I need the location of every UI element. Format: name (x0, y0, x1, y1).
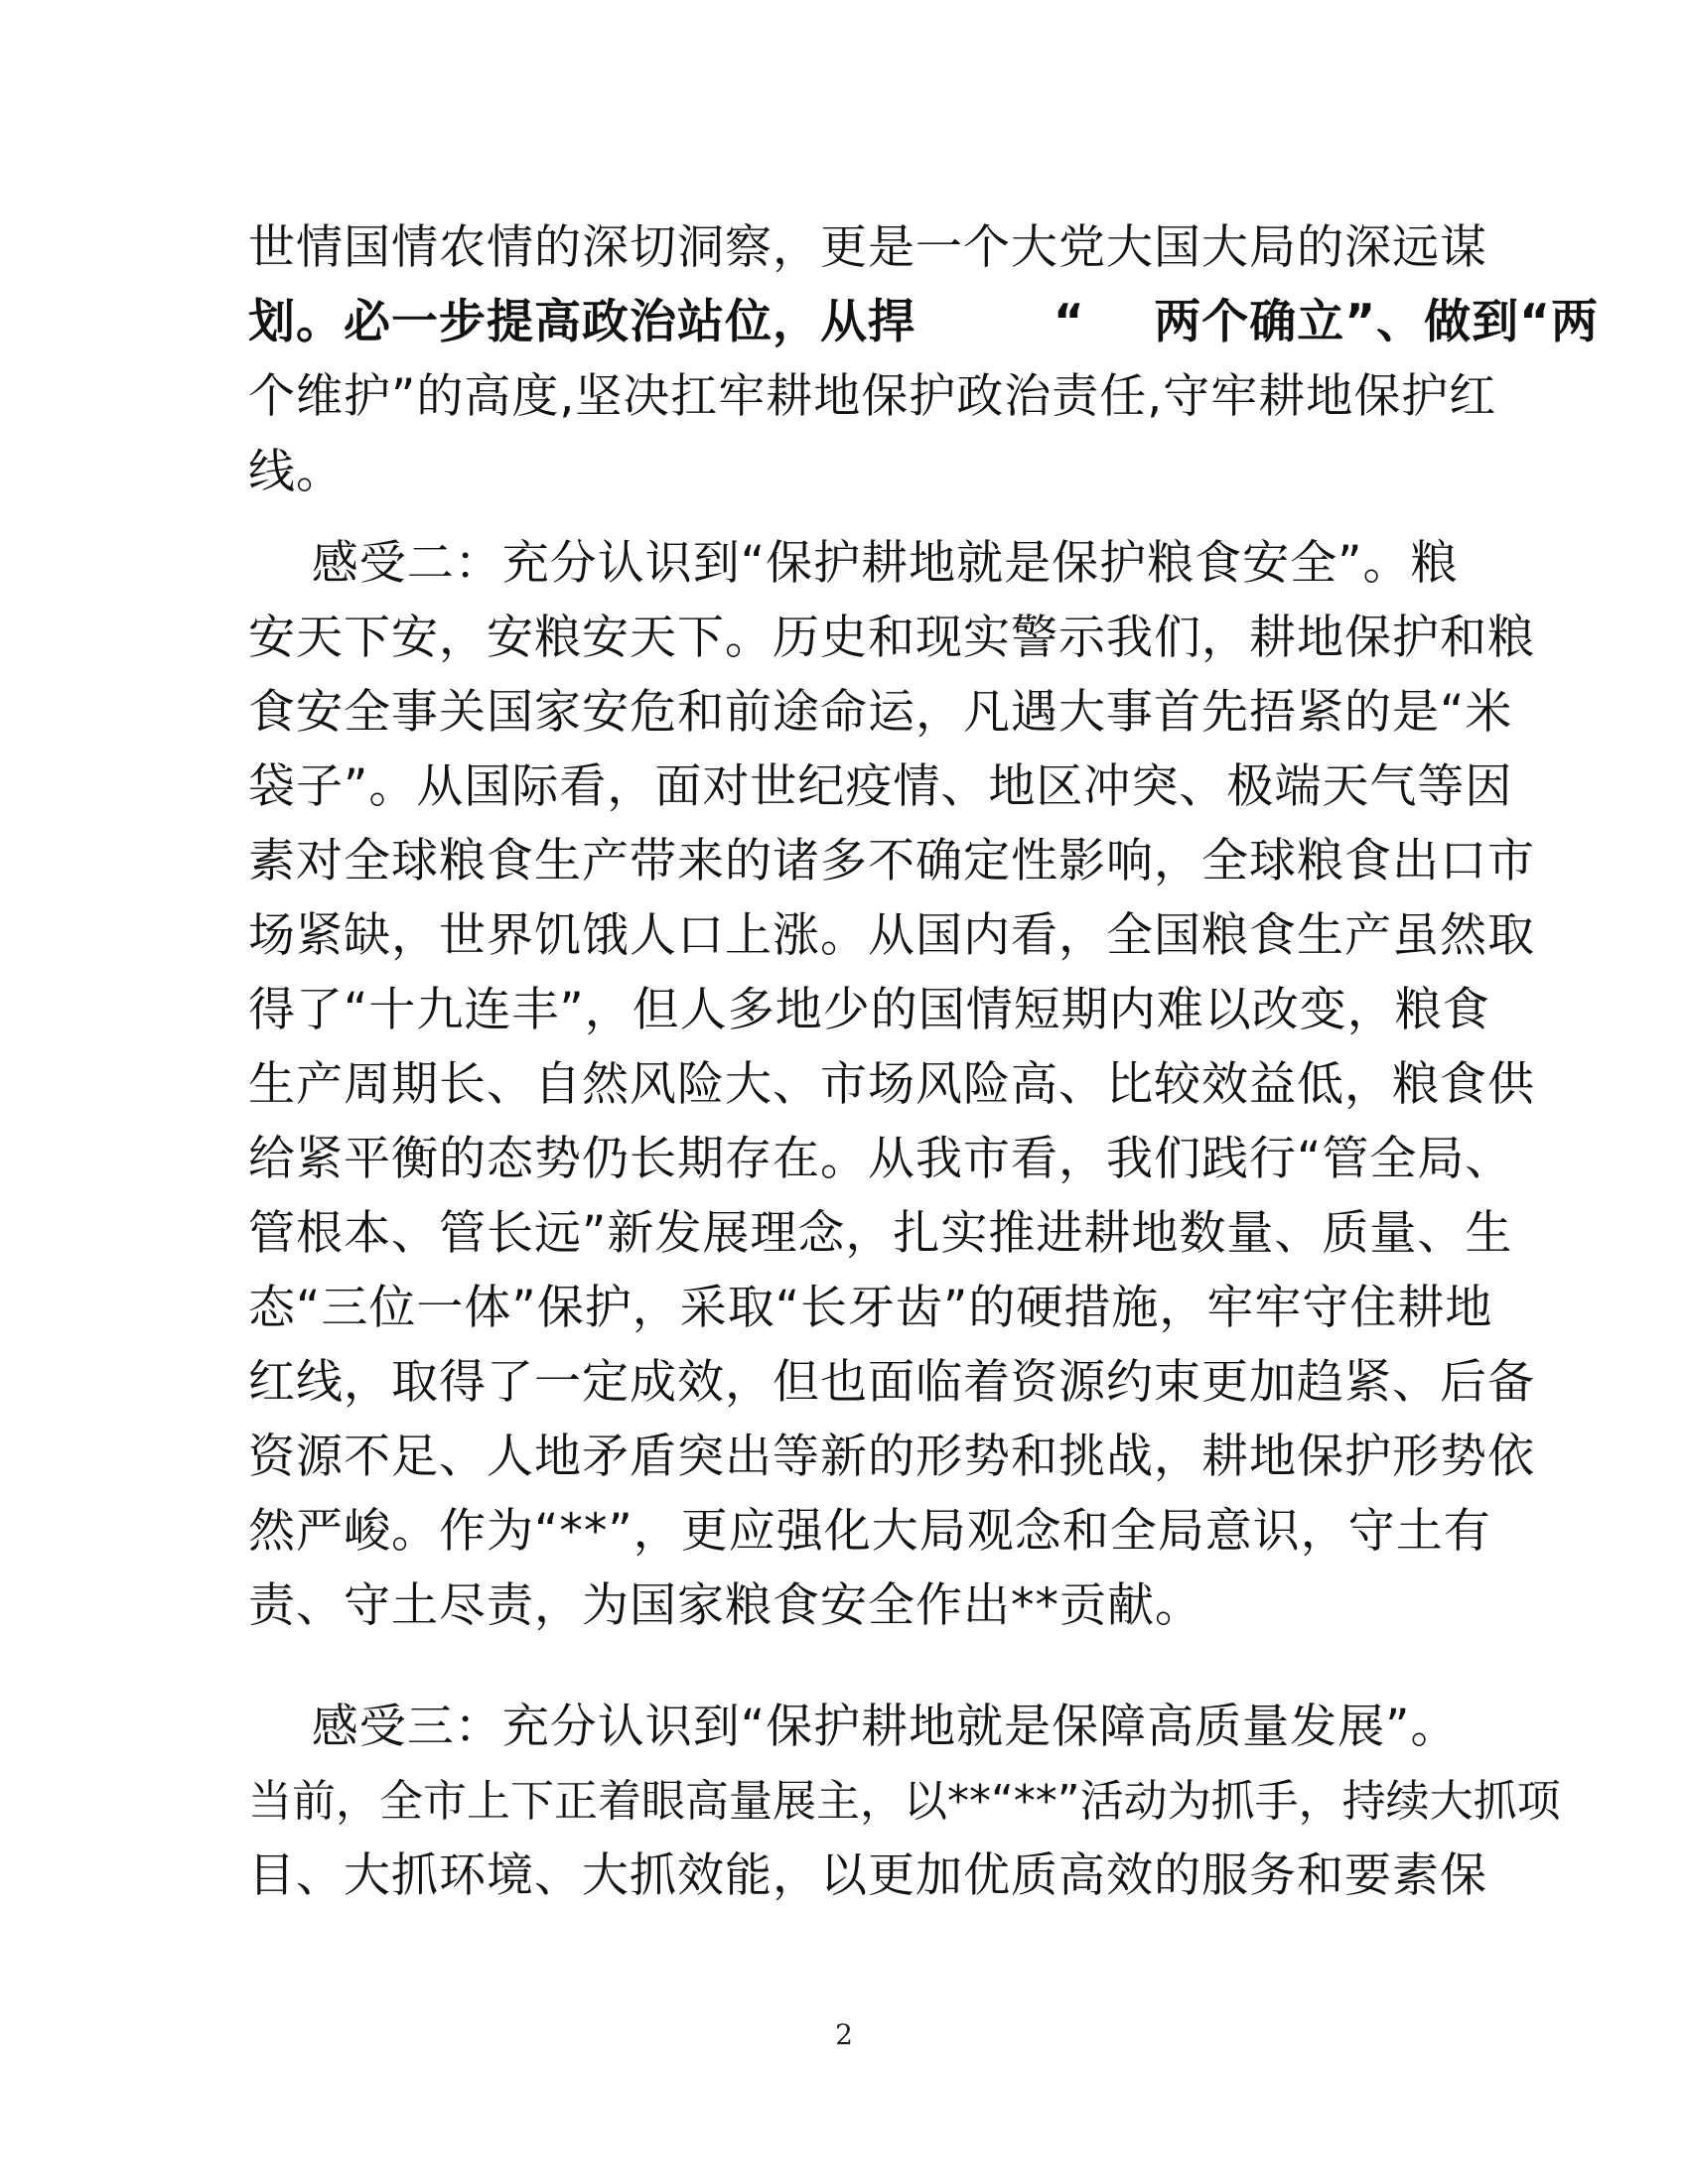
text-line: 线。 (248, 445, 344, 499)
text-line: 食安全事关国家安危和前途命运，凡遇大事首先捂紧的是“米 (248, 685, 1513, 740)
text-line: 红线，取得了一定成效，但也面临着资源约束更加趋紧、后备 (248, 1355, 1535, 1410)
text-line: 目、大抓环境、大抓效能，以更加优质高效的服务和要素保 (248, 1848, 1487, 1903)
text-line: 划。必一步提高政治站位，从捍 “ 两个确立”、做到“两 (248, 295, 1600, 349)
text-line: 管根本、管长远”新发展理念，扎实推进耕地数量、质量、生 (248, 1206, 1513, 1261)
text-line: 安天下安，安粮安天下。历史和现实警示我们，耕地保护和粮 (248, 611, 1535, 665)
text-line: 得了“十九连丰”，但人多地少的国情短期内难以改变，粮食 (248, 983, 1490, 1037)
text-line: 责、守土尽责，为国家粮食安全作出**贡献。 (248, 1578, 1202, 1633)
text-line: 生产周期长、自然风险大、市场风险高、比较效益低，粮食供 (248, 1057, 1535, 1112)
text-line: 然严峻。作为“**”，更应强化大局观念和全局意识，守土有 (248, 1504, 1491, 1559)
text-line: 素对全球粮食生产带来的诸多不确定性影响，全球粮食出口市 (248, 834, 1535, 888)
text-line: 场紧缺，世界饥饿人口上涨。从国内看，全国粮食生产虽然取 (248, 908, 1535, 963)
text-line: 给紧平衡的态势仍长期存在。从我市看，我们践行“管全局、 (248, 1132, 1513, 1186)
text-line: 当前，全市上下正着眼高量展主，以**“**”活动为抓手，持续大抓项 (248, 1776, 1561, 1827)
text-line: 袋子”。从国际看，面对世纪疫情、地区冲突、极端天气等因 (248, 759, 1513, 814)
paragraph-heading-2: 感受二：充分认识到“保护耕地就是保护粮食安全”。粮 (248, 536, 1459, 591)
text-line: 个维护”的高度,坚决扛牢耕地保护政治责任,守牢耕地保护红 (248, 369, 1497, 424)
text-line: 资源不足、人地矛盾突出等新的形势和挑战，耕地保护形势依 (248, 1430, 1535, 1484)
text-line: 世情国情农情的深切洞察，更是一个大党大国大局的深远谋 (248, 220, 1487, 275)
paragraph-heading-3: 感受三：充分认识到“保护耕地就是保障高质量发展”。 (248, 1700, 1459, 1754)
text-line: 态“三位一体”保护，采取“长牙齿”的硬措施，牢牢守住耕地 (248, 1281, 1493, 1335)
page-number: 2 (835, 2018, 853, 2051)
